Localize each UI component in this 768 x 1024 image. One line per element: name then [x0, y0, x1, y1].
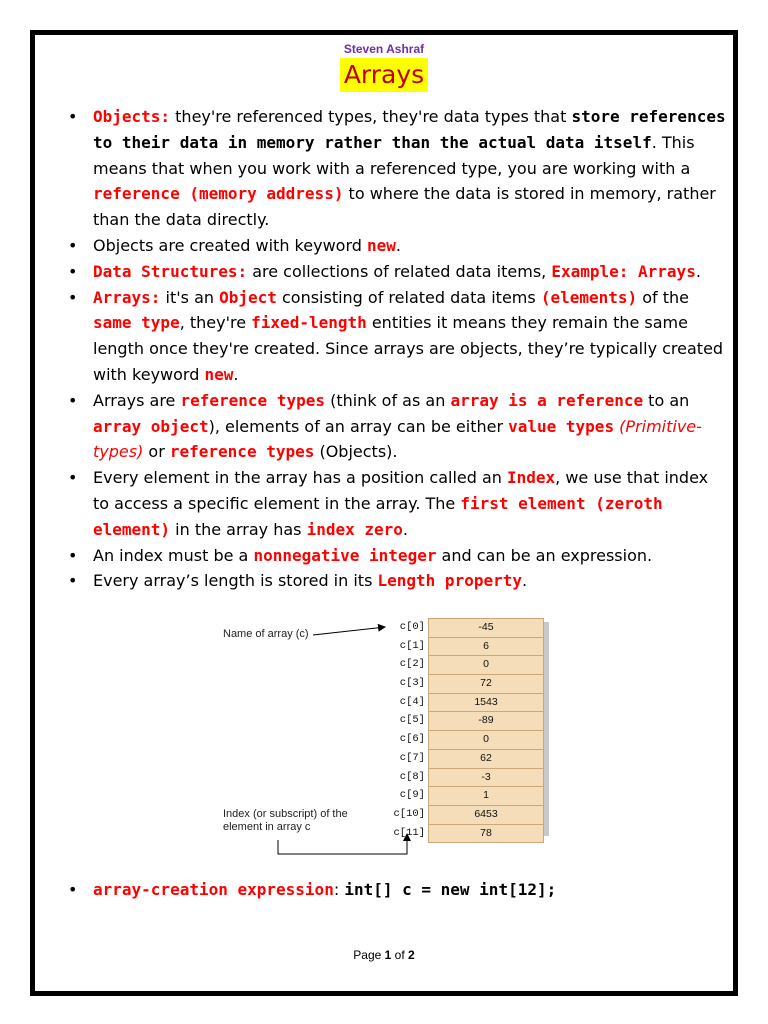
index-label-item: c[1] — [399, 639, 425, 652]
bullet-text: (elements) — [540, 287, 638, 307]
index-label-item: c[0] — [399, 621, 425, 633]
bullet-text: (Primitive-types) — [93, 416, 702, 462]
bullet-text: to an — [643, 390, 690, 410]
title-wrap — [0, 58, 768, 92]
index-labels — [381, 618, 425, 842]
creation-code: int[] c = new int[12]; — [344, 880, 557, 899]
footer-page-number: 1 — [384, 948, 392, 962]
bullet-text: . — [233, 364, 239, 384]
bullet-text: array object — [93, 416, 209, 436]
bullet-text: Every element in the array has a position called an — [93, 468, 507, 488]
array-cell: 78 — [428, 824, 544, 844]
array-cell: -3 — [428, 768, 544, 787]
index-label-item: c[6] — [399, 733, 425, 746]
index-label-item: c[4] — [399, 695, 425, 708]
bullet-text: consisting of related data items — [276, 287, 541, 307]
bullet-reference-types — [66, 388, 726, 465]
bullet-text: they're referenced types, they're data types that — [170, 107, 572, 126]
array-cell: 62 — [428, 749, 544, 768]
bullet-index — [66, 465, 726, 542]
bullet-text: . — [402, 519, 408, 539]
bullet-text: index zero — [306, 519, 403, 539]
page-footer — [0, 948, 768, 962]
bullet-created-with-new — [66, 233, 726, 259]
index-label-item: c[3] — [399, 677, 425, 690]
array-cell: 6453 — [428, 805, 544, 824]
creation-sep: : — [333, 880, 345, 899]
array-cell: 0 — [428, 730, 544, 749]
footer-total-pages: 2 — [408, 948, 415, 962]
bullet-text: value types — [508, 416, 615, 436]
index-label: Index (or subscript) of the element in array c — [223, 808, 348, 833]
array-cell: -89 — [428, 711, 544, 730]
bullet-text: reference types — [169, 442, 315, 462]
bullet-text: ), elements of an array can be either — [208, 416, 509, 436]
bullet-text: Arrays are — [93, 390, 181, 410]
creation-label: array-creation expression — [93, 880, 334, 899]
array-cell: 1543 — [428, 693, 544, 712]
bullet-text: to where the data is stored in memory, rather than the data directly. — [93, 184, 716, 230]
bullet-text: . — [395, 235, 401, 255]
name-arrow — [313, 627, 385, 635]
bullet-text: entities it means they remain the same length once they're created. Since arrays are objects, they’re typically created with keyword — [93, 313, 724, 384]
footer-page-word: Page — [353, 948, 385, 962]
bullet-text: (Objects). — [314, 442, 398, 462]
array-cell: 72 — [428, 674, 544, 693]
bullet-text: array is a reference — [450, 390, 644, 410]
index-label-item: c[9] — [399, 789, 425, 802]
index-label-item: c[11] — [393, 826, 425, 839]
author-name: Steven Ashraf — [343, 42, 425, 56]
bullet-text: . — [522, 571, 528, 591]
bullet-text: nonnegative integer — [253, 545, 437, 565]
bullet-data-structures — [66, 259, 726, 285]
bullet-text: Index — [507, 468, 556, 488]
index-label-item: c[5] — [399, 714, 425, 727]
bullet-text: Example: Arrays — [551, 261, 696, 281]
bullet-text: , we use that index to access a specific element in the array. The — [93, 468, 709, 513]
bullet-text: reference types — [180, 390, 325, 410]
bullet-text: are collections of related data items, — [247, 261, 552, 281]
bullet-text: first element (zeroth element) — [93, 493, 663, 539]
bullet-text: store references to their data in memory rather than the actual data itself — [93, 107, 726, 152]
page-title: Arrays — [340, 58, 428, 92]
array-cells — [428, 618, 544, 843]
bullet-text: , they're — [179, 313, 252, 333]
array-diagram — [215, 612, 555, 868]
bullet-text: of the — [637, 287, 689, 307]
cell-shadow — [544, 622, 549, 836]
bullet-list — [66, 104, 726, 594]
bullet-text: new — [366, 235, 396, 255]
index-label-item: c[7] — [399, 751, 425, 764]
index-label-item: c[2] — [399, 658, 425, 671]
bullet-text: (think of as an — [324, 390, 451, 410]
bullet-text: Arrays: — [93, 287, 161, 307]
array-cell: 1 — [428, 786, 544, 805]
bullet-text: reference (memory address) — [93, 184, 344, 204]
array-cell: -45 — [428, 618, 544, 637]
bullet-length — [66, 568, 726, 594]
bullet-text: . This means that when you work with a referenced type, you are working with a — [93, 132, 695, 178]
bullet-text: Every array’s length is stored in its — [93, 571, 378, 591]
bullet-arrays-def — [66, 285, 726, 388]
bullet-text: An index must be a — [93, 545, 254, 565]
bullet-text: it's an — [160, 287, 220, 307]
bullet-text: Data Structures: — [93, 261, 248, 281]
bullet-text: Length property — [377, 571, 522, 591]
bullet-text: Object — [219, 287, 277, 307]
footer-of-word: of — [391, 948, 409, 962]
index-label-item: c[8] — [399, 770, 425, 783]
array-cell: 0 — [428, 655, 544, 674]
bullet-nonnegative — [66, 543, 726, 569]
bullet-text: and can be an expression. — [436, 545, 653, 565]
bullet-text: Objects: — [93, 107, 171, 126]
bullet-text: Objects are created with keyword — [93, 235, 367, 255]
bullet-objects — [66, 104, 726, 233]
bullet-text: or — [143, 442, 170, 462]
array-name-label: Name of array (c) — [223, 628, 309, 640]
bullet-text: . — [695, 261, 701, 281]
bullet-text: new — [204, 364, 234, 384]
array-cell: 6 — [428, 637, 544, 656]
bullet-text: same type — [93, 313, 180, 333]
bullet-text: in the array has — [170, 519, 307, 539]
creation-bullet — [66, 877, 556, 903]
index-label-item: c[10] — [393, 807, 425, 820]
bullet-text: fixed-length — [251, 313, 367, 333]
